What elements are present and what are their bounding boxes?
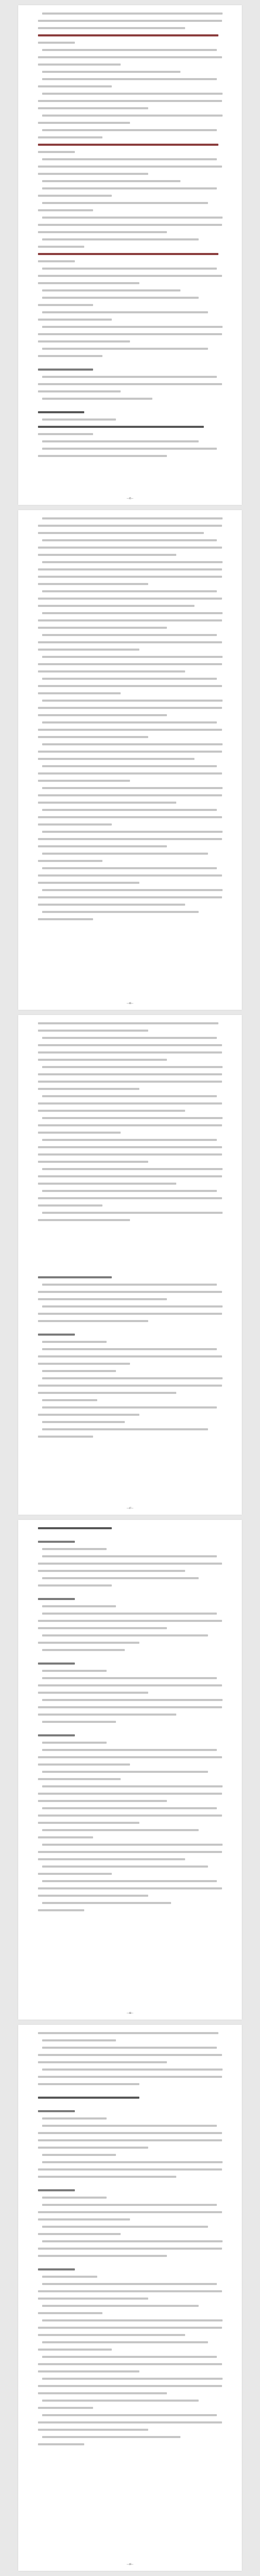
text-line bbox=[42, 348, 208, 350]
text-line bbox=[42, 1168, 223, 1170]
subsection-heading bbox=[38, 1541, 75, 1543]
text-line bbox=[38, 1022, 218, 1024]
text-line bbox=[38, 1183, 176, 1185]
text-line bbox=[38, 1627, 167, 1629]
text-line bbox=[38, 2298, 148, 2300]
text-line bbox=[38, 882, 139, 884]
text-line bbox=[42, 1844, 223, 1846]
text-line bbox=[42, 129, 217, 131]
text-line bbox=[42, 612, 223, 614]
text-line bbox=[38, 304, 93, 306]
text-line bbox=[38, 619, 222, 621]
text-line bbox=[42, 1037, 217, 1039]
text-line bbox=[38, 802, 176, 804]
text-line bbox=[42, 539, 217, 541]
text-line bbox=[38, 1110, 185, 1112]
text-line bbox=[38, 1800, 167, 1802]
page-3-body bbox=[38, 1022, 222, 1499]
text-line bbox=[42, 1785, 223, 1787]
text-line bbox=[38, 2392, 167, 2394]
text-line bbox=[42, 12, 223, 15]
subsection-heading bbox=[38, 2268, 75, 2270]
text-line bbox=[42, 1305, 223, 1308]
text-line bbox=[42, 831, 223, 833]
text-line bbox=[38, 554, 176, 556]
subsection-heading bbox=[38, 1334, 75, 1336]
text-line bbox=[38, 1756, 222, 1758]
text-line bbox=[42, 1284, 217, 1286]
text-line bbox=[42, 2047, 217, 2049]
subsection-heading bbox=[38, 1663, 75, 1665]
text-line bbox=[42, 1613, 217, 1615]
text-line bbox=[38, 1044, 222, 1046]
text-line bbox=[38, 532, 204, 534]
text-line bbox=[38, 355, 102, 357]
section-heading bbox=[38, 253, 218, 255]
text-line bbox=[38, 1081, 222, 1083]
text-line bbox=[42, 1421, 125, 1423]
text-line bbox=[42, 202, 208, 204]
text-line bbox=[42, 297, 199, 299]
text-line bbox=[42, 2276, 97, 2278]
text-line bbox=[38, 816, 222, 818]
page-5-body bbox=[38, 2032, 222, 2555]
text-line bbox=[38, 2385, 222, 2387]
text-line bbox=[42, 1428, 208, 1430]
text-line bbox=[38, 1298, 167, 1300]
text-line bbox=[38, 1909, 84, 1911]
text-line bbox=[42, 418, 116, 421]
text-line bbox=[42, 71, 180, 73]
text-line bbox=[42, 1721, 116, 1723]
text-line bbox=[38, 2054, 222, 2056]
text-line bbox=[38, 780, 130, 782]
text-line bbox=[38, 670, 185, 672]
text-line bbox=[42, 2414, 217, 2416]
text-line bbox=[42, 853, 208, 855]
text-line bbox=[38, 1219, 130, 1221]
text-line bbox=[38, 85, 112, 87]
text-line bbox=[38, 100, 222, 102]
text-line bbox=[42, 1634, 208, 1636]
text-line bbox=[38, 1146, 222, 1148]
text-line bbox=[38, 2061, 167, 2063]
text-line bbox=[38, 2176, 176, 2178]
text-line bbox=[38, 2290, 222, 2292]
text-line bbox=[42, 238, 199, 240]
text-line bbox=[42, 1548, 107, 1550]
text-line bbox=[38, 2429, 148, 2431]
page-2-body bbox=[38, 517, 222, 994]
text-line bbox=[42, 1577, 199, 1579]
text-line bbox=[38, 598, 222, 600]
text-line bbox=[42, 1406, 217, 1408]
text-line bbox=[38, 340, 130, 342]
text-line bbox=[42, 867, 217, 869]
text-line bbox=[38, 1836, 93, 1838]
text-line bbox=[38, 1563, 222, 1565]
subsection-heading bbox=[38, 1598, 75, 1600]
text-line bbox=[38, 2443, 84, 2445]
document-page-1 bbox=[18, 5, 242, 505]
text-line bbox=[38, 1436, 93, 1438]
text-line bbox=[38, 1124, 222, 1126]
text-line bbox=[42, 656, 223, 658]
text-line bbox=[42, 1605, 116, 1607]
text-line bbox=[42, 1670, 107, 1672]
text-line bbox=[38, 136, 102, 138]
text-line bbox=[38, 823, 112, 826]
section-heading bbox=[38, 411, 84, 413]
text-line bbox=[42, 289, 180, 291]
text-line bbox=[42, 2356, 217, 2358]
text-line bbox=[38, 1153, 222, 1156]
text-line bbox=[42, 1117, 223, 1119]
text-line bbox=[38, 42, 75, 44]
text-line bbox=[42, 448, 217, 450]
text-line bbox=[42, 217, 223, 219]
text-line bbox=[38, 649, 139, 651]
text-line bbox=[42, 2125, 217, 2127]
text-line bbox=[38, 1392, 176, 1394]
text-line bbox=[38, 2032, 218, 2034]
text-line bbox=[38, 2132, 222, 2134]
text-line bbox=[38, 576, 222, 578]
text-line bbox=[42, 1699, 223, 1701]
text-line bbox=[38, 1363, 130, 1365]
text-line bbox=[42, 743, 223, 745]
section-heading bbox=[38, 2097, 139, 2099]
text-line bbox=[38, 794, 222, 796]
text-line bbox=[42, 1880, 217, 1882]
text-line bbox=[38, 838, 222, 840]
text-line bbox=[38, 209, 93, 211]
text-line bbox=[42, 2319, 223, 2321]
text-line bbox=[42, 1348, 217, 1350]
text-line bbox=[42, 700, 223, 702]
section-heading bbox=[38, 34, 218, 36]
text-line bbox=[38, 195, 112, 197]
text-line bbox=[42, 2378, 223, 2380]
text-line bbox=[42, 889, 223, 891]
text-line bbox=[42, 1139, 217, 1141]
text-line bbox=[38, 641, 222, 643]
text-line bbox=[38, 918, 93, 920]
text-line bbox=[38, 122, 130, 124]
text-line bbox=[42, 765, 217, 767]
text-line bbox=[38, 707, 222, 709]
text-line bbox=[38, 845, 167, 847]
text-line bbox=[38, 1313, 222, 1315]
text-line bbox=[42, 1807, 217, 1809]
page-number: —48— bbox=[126, 2012, 134, 2014]
text-line bbox=[38, 64, 121, 66]
text-line bbox=[38, 1073, 222, 1075]
text-line bbox=[42, 1399, 97, 1401]
text-line bbox=[42, 1377, 223, 1379]
text-line bbox=[38, 1584, 112, 1587]
text-line bbox=[38, 772, 222, 775]
text-line bbox=[38, 2370, 139, 2372]
text-line bbox=[38, 107, 148, 109]
text-line bbox=[42, 158, 217, 160]
text-line bbox=[42, 1829, 199, 1831]
page-number: —49— bbox=[126, 2563, 134, 2566]
text-line bbox=[38, 2363, 222, 2365]
text-line bbox=[38, 1320, 148, 1322]
text-line bbox=[38, 2139, 222, 2141]
text-line bbox=[38, 319, 112, 321]
text-line bbox=[38, 692, 121, 694]
text-line bbox=[38, 627, 167, 629]
text-line bbox=[38, 1714, 176, 1716]
text-line bbox=[38, 1102, 222, 1105]
text-line bbox=[42, 721, 217, 724]
text-line bbox=[38, 663, 222, 665]
text-line bbox=[42, 517, 223, 519]
text-line bbox=[38, 455, 167, 457]
text-line bbox=[38, 1204, 102, 1207]
text-line bbox=[38, 27, 185, 29]
text-line bbox=[38, 151, 75, 153]
section-heading bbox=[38, 426, 204, 428]
text-line bbox=[42, 2305, 199, 2307]
text-line bbox=[38, 166, 222, 168]
text-line bbox=[38, 860, 102, 862]
text-line bbox=[38, 173, 148, 175]
document-page-3 bbox=[18, 1015, 242, 1515]
subsection-heading bbox=[38, 2189, 75, 2191]
text-line bbox=[42, 326, 223, 328]
text-line bbox=[38, 1873, 112, 1875]
text-line bbox=[38, 1793, 222, 1795]
text-line bbox=[38, 714, 167, 716]
text-line bbox=[42, 115, 223, 117]
text-line bbox=[38, 751, 222, 753]
text-line bbox=[42, 78, 217, 80]
text-line bbox=[42, 1190, 217, 1192]
text-line bbox=[42, 2400, 199, 2402]
text-line bbox=[38, 525, 222, 527]
subsection-heading bbox=[38, 369, 93, 371]
text-line bbox=[42, 268, 217, 270]
text-line bbox=[42, 1771, 208, 1773]
text-line bbox=[42, 2154, 116, 2156]
text-line bbox=[38, 1291, 222, 1293]
text-line bbox=[38, 333, 222, 335]
text-line bbox=[38, 1684, 222, 1686]
page-number: —47— bbox=[126, 1507, 134, 1509]
text-line bbox=[38, 2334, 185, 2336]
text-line bbox=[38, 547, 222, 549]
text-line bbox=[38, 758, 194, 760]
text-line bbox=[38, 1778, 121, 1780]
text-line bbox=[38, 1355, 222, 1357]
document-page-5 bbox=[18, 2025, 242, 2571]
text-line bbox=[42, 2283, 217, 2285]
text-line bbox=[42, 2204, 217, 2206]
subsection-heading bbox=[38, 2110, 75, 2112]
text-line bbox=[38, 1175, 222, 1177]
text-line bbox=[38, 1030, 148, 1032]
text-line bbox=[38, 390, 121, 392]
text-line bbox=[38, 1414, 139, 1416]
section-heading bbox=[38, 144, 218, 146]
text-line bbox=[38, 2083, 139, 2085]
text-line bbox=[42, 93, 223, 95]
text-line bbox=[42, 187, 217, 189]
text-line bbox=[38, 2327, 222, 2329]
text-line bbox=[42, 49, 217, 51]
text-line bbox=[38, 2248, 222, 2250]
text-line bbox=[42, 376, 217, 378]
text-line bbox=[38, 729, 222, 731]
text-line bbox=[38, 1088, 139, 1090]
text-line bbox=[38, 896, 222, 898]
text-line bbox=[38, 246, 84, 248]
text-line bbox=[42, 678, 217, 680]
text-line bbox=[42, 2039, 116, 2041]
text-line bbox=[38, 1895, 148, 1897]
text-line bbox=[38, 874, 222, 877]
page-number: —46— bbox=[126, 1002, 134, 1005]
text-line bbox=[42, 2226, 208, 2228]
text-line bbox=[38, 605, 194, 607]
text-line bbox=[38, 568, 222, 570]
text-line bbox=[38, 275, 222, 277]
text-line bbox=[38, 1763, 130, 1766]
text-line bbox=[38, 1822, 139, 1824]
text-line bbox=[38, 1059, 167, 1061]
page-4-body bbox=[38, 1527, 222, 2004]
page-1-body bbox=[38, 12, 222, 489]
text-line bbox=[38, 2421, 222, 2423]
text-line bbox=[38, 231, 167, 233]
subsection-heading bbox=[38, 1734, 75, 1736]
text-line bbox=[38, 2218, 130, 2220]
text-line bbox=[38, 2255, 167, 2257]
text-line bbox=[38, 2233, 121, 2235]
text-line bbox=[38, 904, 185, 906]
section-heading bbox=[38, 1527, 112, 1529]
text-line bbox=[38, 2407, 93, 2409]
text-line bbox=[42, 2341, 208, 2343]
text-line bbox=[38, 1692, 148, 1694]
text-line bbox=[38, 2076, 222, 2078]
text-line bbox=[38, 736, 148, 738]
text-line bbox=[42, 911, 199, 913]
text-line bbox=[42, 1902, 171, 1904]
document-page-2 bbox=[18, 510, 242, 1010]
text-line bbox=[38, 1051, 222, 1054]
text-line bbox=[38, 20, 222, 22]
text-line bbox=[42, 809, 217, 811]
text-line bbox=[42, 2197, 107, 2199]
text-line bbox=[38, 2349, 112, 2351]
text-line bbox=[42, 634, 217, 636]
text-line bbox=[42, 1212, 223, 1214]
page-number: —45— bbox=[126, 497, 134, 500]
text-line bbox=[42, 2069, 223, 2071]
text-line bbox=[42, 1370, 116, 1372]
text-line bbox=[42, 561, 223, 563]
text-line bbox=[38, 1132, 121, 1134]
text-line bbox=[42, 2161, 223, 2163]
text-line bbox=[42, 398, 152, 400]
text-line bbox=[38, 2312, 102, 2314]
text-line bbox=[42, 1066, 223, 1068]
text-line bbox=[38, 1570, 185, 1572]
text-line bbox=[42, 1749, 217, 1751]
text-line bbox=[42, 311, 208, 313]
text-line bbox=[38, 433, 93, 435]
subsection-heading bbox=[38, 1276, 112, 1278]
text-line bbox=[42, 1866, 208, 1868]
text-line bbox=[42, 2436, 180, 2438]
text-line bbox=[38, 685, 222, 687]
text-line bbox=[42, 1341, 107, 1343]
text-line bbox=[42, 2117, 107, 2120]
text-line bbox=[38, 583, 148, 585]
text-line bbox=[42, 1677, 217, 1679]
text-line bbox=[42, 2240, 223, 2242]
text-line bbox=[42, 440, 199, 442]
text-line bbox=[42, 787, 223, 789]
text-line bbox=[42, 590, 217, 592]
text-line bbox=[38, 282, 139, 284]
text-line bbox=[38, 1161, 148, 1163]
text-line bbox=[38, 1887, 222, 1889]
text-line bbox=[38, 224, 222, 226]
text-line bbox=[38, 1197, 222, 1199]
text-line bbox=[42, 1649, 125, 1651]
text-line bbox=[42, 1095, 217, 1097]
text-line bbox=[38, 1385, 222, 1387]
text-line bbox=[38, 1851, 222, 1853]
text-line bbox=[38, 56, 222, 58]
text-line bbox=[38, 1814, 222, 1817]
document-page-4 bbox=[18, 1520, 242, 2020]
text-line bbox=[38, 1858, 185, 1860]
text-line bbox=[38, 383, 222, 385]
text-line bbox=[38, 260, 75, 262]
text-line bbox=[38, 1620, 222, 1622]
text-line bbox=[38, 2147, 148, 2149]
text-line bbox=[42, 1555, 217, 1557]
text-line bbox=[38, 2168, 222, 2171]
text-line bbox=[42, 1742, 107, 1744]
text-line bbox=[42, 180, 180, 182]
text-line bbox=[38, 2211, 222, 2213]
text-line bbox=[38, 1706, 222, 1708]
text-line bbox=[38, 1642, 139, 1644]
